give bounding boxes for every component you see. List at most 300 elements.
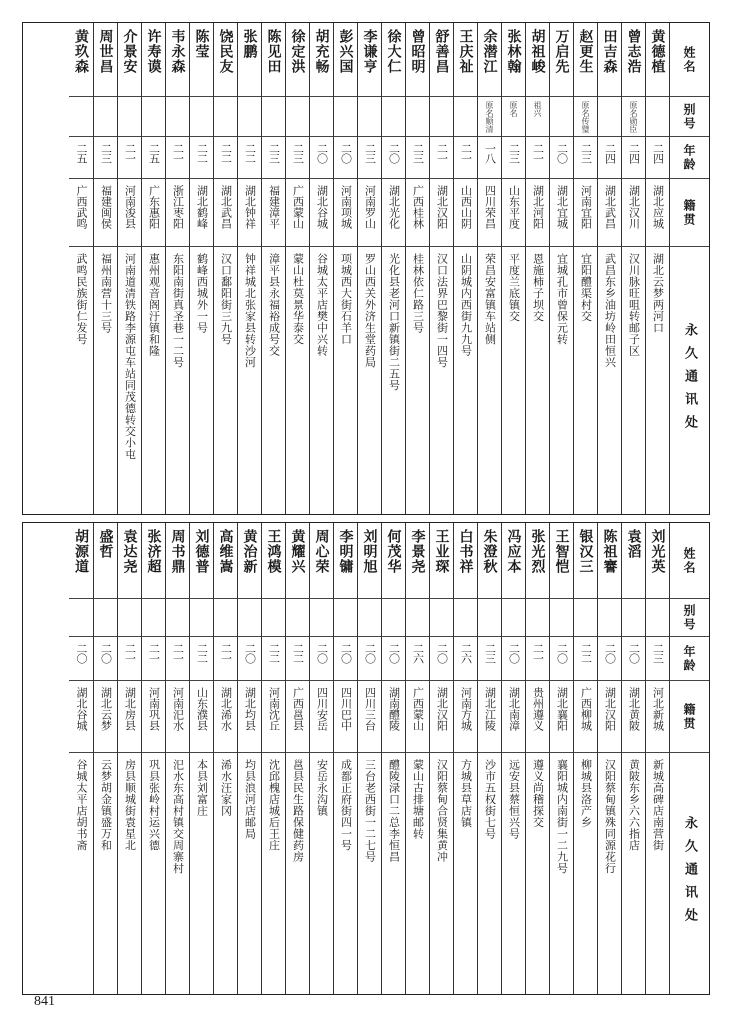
person-name: 赵更生 — [577, 29, 594, 74]
person-address: 远安县蔡恒兴号 — [507, 759, 521, 840]
person-address-cell — [262, 753, 285, 994]
person-alias-cell — [69, 599, 93, 637]
person-native-place-cell — [286, 681, 309, 753]
person-alias-cell — [430, 97, 453, 137]
person-name: 黄玖森 — [73, 29, 89, 74]
person-alias: 原名传璧 — [581, 101, 590, 133]
person-address-cell — [118, 247, 141, 514]
person-address-cell — [286, 753, 309, 994]
person-age: 二〇 — [315, 643, 329, 663]
person-name: 张济超 — [145, 529, 162, 574]
person-column — [141, 523, 165, 994]
person-age: 二五 — [147, 143, 161, 163]
person-age-cell — [454, 637, 477, 681]
person-alias-cell — [430, 599, 453, 637]
person-address: 醴陵渌口二总李恒昌 — [387, 759, 401, 863]
person-age-cell — [238, 637, 261, 681]
person-name-cell — [502, 523, 525, 599]
person-address: 三台老西街一二七号 — [363, 759, 377, 863]
person-name: 舒善昌 — [433, 29, 450, 74]
person-native-place: 湖北武昌 — [219, 185, 233, 229]
person-address: 遵义尚稽探交 — [531, 759, 545, 828]
person-name-cell — [214, 523, 237, 599]
person-native-place: 河南巩县 — [147, 687, 161, 731]
person-address-cell — [238, 247, 261, 514]
person-native-place: 河南汜水 — [171, 687, 185, 731]
person-age: 二〇 — [387, 143, 401, 163]
person-name: 陈祖謇 — [601, 529, 618, 574]
person-age: 二〇 — [363, 643, 377, 663]
person-alias-cell — [166, 97, 189, 137]
person-address: 浠水汪家冈 — [219, 759, 233, 817]
person-native-place-cell — [502, 681, 525, 753]
person-address-cell — [262, 247, 285, 514]
person-age: 二二 — [219, 143, 233, 163]
person-name-cell — [478, 23, 501, 97]
directory-table-top — [22, 22, 710, 515]
person-native-place-cell — [69, 179, 93, 247]
person-alias-cell — [286, 97, 309, 137]
person-address-cell — [622, 247, 645, 514]
person-name-cell — [118, 523, 141, 599]
person-native-place-cell — [69, 681, 93, 753]
person-name: 白书祥 — [457, 529, 474, 574]
person-column — [213, 23, 237, 514]
person-column — [453, 523, 477, 994]
person-column — [357, 523, 381, 994]
person-age: 二五 — [75, 143, 88, 163]
person-address: 宜阳醴渠村交 — [579, 253, 593, 322]
person-native-place: 湖北鹤峰 — [195, 185, 209, 229]
person-column — [285, 523, 309, 994]
person-address: 蒙山古排塘邮转 — [411, 759, 425, 840]
person-address-cell — [94, 247, 117, 514]
person-age-cell — [166, 137, 189, 179]
person-native-place-cell — [478, 681, 501, 753]
person-name-cell — [454, 23, 477, 97]
person-alias: 原名 — [509, 101, 518, 117]
person-name-cell — [622, 23, 645, 97]
person-alias-cell — [382, 599, 405, 637]
header-address: 永久通讯处 — [682, 323, 697, 438]
person-age: 二〇 — [603, 643, 617, 663]
person-address-cell — [598, 753, 621, 994]
person-age-cell — [454, 137, 477, 179]
person-column — [261, 23, 285, 514]
person-address-cell — [406, 753, 429, 994]
person-alias-cell — [142, 599, 165, 637]
person-alias-cell — [382, 97, 405, 137]
person-name: 王业琛 — [433, 529, 450, 574]
person-native-place-cell — [238, 179, 261, 247]
person-native-place: 湖北南漳 — [507, 687, 521, 731]
person-age: 二〇 — [435, 643, 449, 663]
person-name: 黄治新 — [241, 529, 258, 574]
person-native-place-cell — [622, 179, 645, 247]
person-address-cell — [550, 753, 573, 994]
person-address-cell — [502, 247, 525, 514]
person-age-cell — [574, 637, 597, 681]
person-address: 惠州观音阁汙镇和隆 — [147, 253, 161, 357]
person-address-cell — [430, 247, 453, 514]
person-address-cell — [646, 247, 669, 514]
person-address-cell — [94, 753, 117, 994]
person-alias-cell — [526, 97, 549, 137]
person-alias-cell — [214, 599, 237, 637]
person-native-place: 四川三台 — [363, 687, 377, 731]
person-name: 李谦亨 — [361, 29, 378, 74]
person-age-cell — [142, 637, 165, 681]
header-native: 籍贯 — [682, 198, 696, 227]
person-column — [333, 523, 357, 994]
person-address: 蒙山杜莫景华泰交 — [291, 253, 305, 345]
header-age: 年龄 — [682, 143, 696, 172]
person-address: 桂林依仁路三号 — [411, 253, 425, 334]
person-name: 冯应本 — [505, 529, 522, 574]
person-name-cell — [262, 23, 285, 97]
person-native-place: 湖北谷城 — [315, 185, 329, 229]
person-address: 山阴城内西街九九号 — [459, 253, 473, 357]
person-age-cell — [118, 137, 141, 179]
person-address-cell — [190, 753, 213, 994]
person-name-cell — [502, 23, 525, 97]
person-age-cell — [142, 137, 165, 179]
person-column — [189, 523, 213, 994]
person-address: 光化县老河口新镇街二五号 — [387, 253, 401, 391]
person-address-cell — [334, 247, 357, 514]
person-alias-cell — [550, 599, 573, 637]
person-alias-cell — [166, 599, 189, 637]
person-address-cell — [142, 247, 165, 514]
person-native-place-cell — [574, 179, 597, 247]
person-native-place: 湖北房县 — [123, 687, 137, 731]
person-native-place-cell — [430, 179, 453, 247]
person-address-cell — [69, 753, 93, 994]
person-column — [597, 23, 621, 514]
person-age: 二四 — [627, 143, 641, 163]
person-native-place: 浙江枣阳 — [171, 185, 185, 229]
person-address: 汉川脉旺咀转邮子区 — [627, 253, 641, 357]
person-name: 高维嵩 — [217, 529, 234, 574]
person-column — [477, 523, 501, 994]
person-address-cell — [238, 753, 261, 994]
person-column — [621, 523, 645, 994]
person-address-cell — [526, 753, 549, 994]
person-alias-cell — [358, 599, 381, 637]
person-native-place-cell — [166, 179, 189, 247]
person-address: 东阳南街真圣巷一二号 — [171, 253, 185, 368]
person-column — [621, 23, 645, 514]
person-age-cell — [550, 137, 573, 179]
person-age: 二一 — [531, 643, 545, 663]
person-name-cell — [118, 23, 141, 97]
person-address: 房县顺城街袁星北 — [123, 759, 137, 851]
person-native-place-cell — [382, 179, 405, 247]
person-column — [333, 23, 357, 514]
person-name: 李景尧 — [409, 529, 426, 574]
person-address: 项城西大街石羊口 — [339, 253, 353, 345]
person-address: 钟祥城北张家县转沙河 — [243, 253, 257, 368]
person-native-place: 湖北钟祥 — [243, 185, 257, 229]
person-age: 二〇 — [339, 143, 353, 163]
person-name: 张鹏 — [241, 29, 258, 59]
person-name: 袁滔 — [625, 529, 642, 559]
person-native-place: 河南浚县 — [123, 185, 137, 229]
person-age: 二三 — [267, 143, 281, 163]
person-age-cell — [262, 637, 285, 681]
person-native-place: 广西武鸣 — [75, 185, 88, 229]
person-column — [645, 23, 669, 514]
person-native-place: 广西柳城 — [579, 687, 593, 731]
person-name-cell — [286, 23, 309, 97]
person-address: 汉口鄱阳街三九号 — [219, 253, 233, 345]
person-native-place-cell — [214, 179, 237, 247]
person-age: 二二 — [195, 643, 209, 663]
person-alias-cell — [334, 97, 357, 137]
person-age-cell — [406, 637, 429, 681]
person-native-place: 湖北云梦 — [99, 687, 113, 731]
person-native-place: 湖北均县 — [243, 687, 257, 731]
person-native-place: 湖北汉阳 — [435, 687, 449, 731]
person-name-cell — [574, 523, 597, 599]
person-native-place: 广西蒙山 — [291, 185, 305, 229]
person-address: 柳城县洛产乡 — [579, 759, 593, 828]
person-column — [309, 523, 333, 994]
person-address: 武鸣民族街仁发号 — [75, 253, 88, 345]
person-address-cell — [454, 753, 477, 994]
person-column — [141, 23, 165, 514]
person-name: 胡充畅 — [313, 29, 330, 74]
person-address: 方城县草店镇 — [459, 759, 473, 828]
person-age: 二六 — [411, 643, 425, 663]
person-native-place-cell — [454, 179, 477, 247]
person-native-place-cell — [334, 179, 357, 247]
person-native-place-cell — [358, 179, 381, 247]
person-native-place-cell — [310, 681, 333, 753]
person-name: 袁达尧 — [121, 529, 138, 574]
person-native-place-cell — [334, 681, 357, 753]
person-name-cell — [550, 23, 573, 97]
person-age-cell — [622, 137, 645, 179]
person-alias: 祖兴 — [533, 101, 542, 117]
person-age: 二一 — [123, 643, 137, 663]
person-address-cell — [406, 247, 429, 514]
person-name-cell — [526, 23, 549, 97]
person-address: 云梦胡金镇盛万和 — [99, 759, 113, 851]
person-name-cell — [166, 23, 189, 97]
person-age: 二一 — [435, 143, 449, 163]
person-age: 二一 — [171, 143, 185, 163]
header-age: 年龄 — [682, 644, 696, 673]
person-alias-cell — [69, 97, 93, 137]
person-name: 刘德普 — [193, 529, 210, 574]
person-age-cell — [598, 637, 621, 681]
person-name-cell — [382, 523, 405, 599]
person-alias-cell — [118, 97, 141, 137]
person-address-cell — [358, 247, 381, 514]
person-address-cell — [69, 247, 93, 514]
person-address-cell — [142, 753, 165, 994]
person-age: 二三 — [483, 643, 497, 663]
person-age-cell — [118, 637, 141, 681]
person-age: 二三 — [507, 143, 521, 163]
person-name-cell — [238, 23, 261, 97]
person-address-cell — [478, 247, 501, 514]
person-native-place-cell — [478, 179, 501, 247]
person-alias-cell — [118, 599, 141, 637]
person-address-cell — [526, 247, 549, 514]
person-native-place: 湖北汉阳 — [435, 185, 449, 229]
person-alias-cell — [94, 599, 117, 637]
person-alias-cell — [574, 97, 597, 137]
person-column — [69, 523, 93, 994]
person-name-cell — [166, 523, 189, 599]
person-age-cell — [334, 637, 357, 681]
person-native-place-cell — [646, 179, 669, 247]
person-native-place: 山西山阴 — [459, 185, 473, 229]
person-age: 二四 — [651, 143, 665, 163]
person-age: 二二 — [195, 143, 209, 163]
person-name: 王鸿模 — [265, 529, 282, 574]
person-name-cell — [622, 523, 645, 599]
person-native-place: 福建闽侯 — [99, 185, 113, 229]
person-column — [405, 523, 429, 994]
person-name: 余潜江 — [481, 29, 498, 74]
person-name: 王庆祉 — [457, 29, 474, 74]
person-native-place-cell — [502, 179, 525, 247]
person-column — [525, 523, 549, 994]
person-native-place: 河南罗山 — [363, 185, 377, 229]
person-address: 汉阳蔡甸合贤集黄冲 — [435, 759, 449, 863]
person-native-place: 四川巴中 — [339, 687, 353, 731]
person-address-cell — [310, 247, 333, 514]
person-name-cell — [406, 523, 429, 599]
person-column — [573, 523, 597, 994]
person-column — [477, 23, 501, 514]
person-alias-cell — [214, 97, 237, 137]
person-native-place-cell — [646, 681, 669, 753]
person-native-place-cell — [190, 681, 213, 753]
person-alias-cell — [478, 97, 501, 137]
person-name-cell — [334, 523, 357, 599]
person-address-cell — [310, 753, 333, 994]
person-address: 汜水东高村镇交周寨村 — [171, 759, 185, 874]
person-alias-cell — [310, 599, 333, 637]
person-native-place: 贵州遵义 — [531, 687, 545, 731]
person-alias-cell — [310, 97, 333, 137]
person-native-place-cell — [574, 681, 597, 753]
person-alias-cell — [142, 97, 165, 137]
person-address-cell — [622, 753, 645, 994]
person-address-cell — [334, 753, 357, 994]
person-native-place-cell — [166, 681, 189, 753]
person-age-cell — [94, 137, 117, 179]
person-age-cell — [526, 637, 549, 681]
person-alias-cell — [598, 97, 621, 137]
person-name: 盛哲 — [97, 529, 114, 559]
person-name-cell — [310, 23, 333, 97]
person-name: 李明镛 — [337, 529, 354, 574]
person-name-cell — [334, 23, 357, 97]
person-native-place: 湖南醴陵 — [387, 687, 401, 731]
person-address: 罗山西关外济生堂药局 — [363, 253, 377, 368]
person-age-cell — [430, 137, 453, 179]
person-column — [429, 23, 453, 514]
person-age-cell — [550, 637, 573, 681]
person-address: 恩施柿子坝交 — [531, 253, 545, 322]
person-alias-cell — [406, 599, 429, 637]
person-address-cell — [214, 753, 237, 994]
person-address-cell — [646, 753, 669, 994]
person-age-cell — [69, 137, 93, 179]
person-name: 黄德植 — [649, 29, 666, 74]
person-native-place: 湖北汉川 — [627, 185, 641, 229]
person-native-place-cell — [142, 681, 165, 753]
person-address: 平度兰底镇交 — [507, 253, 521, 322]
person-age-cell — [598, 137, 621, 179]
person-native-place-cell — [94, 179, 117, 247]
person-age-cell — [646, 137, 669, 179]
person-name: 刘明旭 — [361, 529, 378, 574]
person-age: 二〇 — [507, 643, 521, 663]
person-age: 二一 — [459, 143, 473, 163]
person-age-cell — [502, 137, 525, 179]
person-age: 二一 — [531, 143, 545, 163]
person-age: 二一 — [171, 643, 185, 663]
person-native-place: 河南沈丘 — [267, 687, 281, 731]
person-name-cell — [238, 523, 261, 599]
person-name-cell — [69, 23, 93, 97]
person-alias-cell — [190, 97, 213, 137]
person-age: 二三 — [411, 143, 425, 163]
person-address: 武昌东乡油坊岭田恒兴 — [603, 253, 617, 368]
person-address: 襄阳城内南街一二九号 — [555, 759, 569, 874]
person-name: 黄耀兴 — [289, 529, 306, 574]
person-age-cell — [358, 137, 381, 179]
person-column — [69, 23, 93, 514]
person-native-place: 湖北宜城 — [555, 185, 569, 229]
person-name-cell — [454, 523, 477, 599]
person-name-cell — [646, 23, 669, 97]
page-number: 841 — [34, 994, 55, 1009]
person-name-cell — [69, 523, 93, 599]
person-native-place-cell — [598, 681, 621, 753]
person-name-cell — [142, 523, 165, 599]
person-age: 二二 — [579, 643, 593, 663]
person-column — [453, 23, 477, 514]
person-age-cell — [262, 137, 285, 179]
person-age-cell — [286, 637, 309, 681]
person-native-place: 四川安岳 — [315, 687, 329, 731]
person-name-cell — [190, 23, 213, 97]
person-alias-cell — [406, 97, 429, 137]
person-native-place: 湖北光化 — [387, 185, 401, 229]
person-column — [117, 523, 141, 994]
person-address: 黄陂东乡六六指店 — [627, 759, 641, 851]
person-age: 二一 — [123, 143, 137, 163]
person-name-cell — [406, 23, 429, 97]
person-name-cell — [94, 23, 117, 97]
person-alias-cell — [502, 599, 525, 637]
person-native-place: 湖北黄陂 — [627, 687, 641, 731]
person-native-place: 湖北河阳 — [531, 185, 545, 229]
person-alias-cell — [502, 97, 525, 137]
person-alias-cell — [622, 599, 645, 637]
person-name-cell — [430, 23, 453, 97]
person-address-cell — [286, 247, 309, 514]
person-native-place-cell — [118, 681, 141, 753]
person-age-cell — [334, 137, 357, 179]
